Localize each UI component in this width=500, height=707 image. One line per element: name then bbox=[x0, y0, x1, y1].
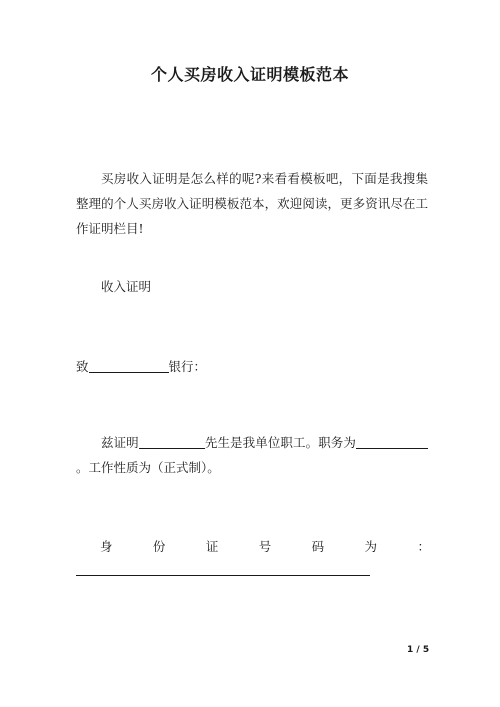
addressee-suffix: 银行： bbox=[168, 359, 207, 374]
cert-prefix: 兹证明 bbox=[101, 435, 139, 450]
addressee-line bbox=[76, 354, 428, 379]
id-label-char: 为 bbox=[364, 539, 378, 554]
addressee-prefix: 致 bbox=[76, 359, 89, 374]
job-title-blank bbox=[356, 434, 428, 449]
employee-name-blank bbox=[139, 434, 205, 449]
id-number-blank bbox=[76, 575, 370, 576]
id-label-char: 份 bbox=[152, 539, 166, 554]
id-number-label bbox=[100, 537, 430, 555]
certification-paragraph bbox=[76, 430, 428, 480]
intro-paragraph: 买房收入证明是怎么样的呢?来看看模板吧，下面是我搜集整理的个人买房收入证明模板范本，欢迎阅读，更多资讯尽在工作证明栏目! bbox=[76, 171, 428, 236]
id-label-char: 证 bbox=[205, 539, 219, 554]
section-heading: 收入证明 bbox=[101, 279, 152, 294]
document-title: 个人买房收入证明模板范本 bbox=[150, 65, 349, 84]
id-label-char: 码 bbox=[311, 539, 325, 554]
page-number: 1 / 5 bbox=[407, 645, 430, 655]
bank-name-blank bbox=[89, 358, 169, 373]
cert-mid: 先生是我单位职工。职务为 bbox=[204, 435, 356, 450]
id-label-char: 号 bbox=[258, 539, 272, 554]
id-label-char: ： bbox=[417, 539, 430, 554]
id-label-char: 身 bbox=[100, 539, 113, 554]
cert-end: 。工作性质为（正式制）。 bbox=[76, 460, 220, 475]
